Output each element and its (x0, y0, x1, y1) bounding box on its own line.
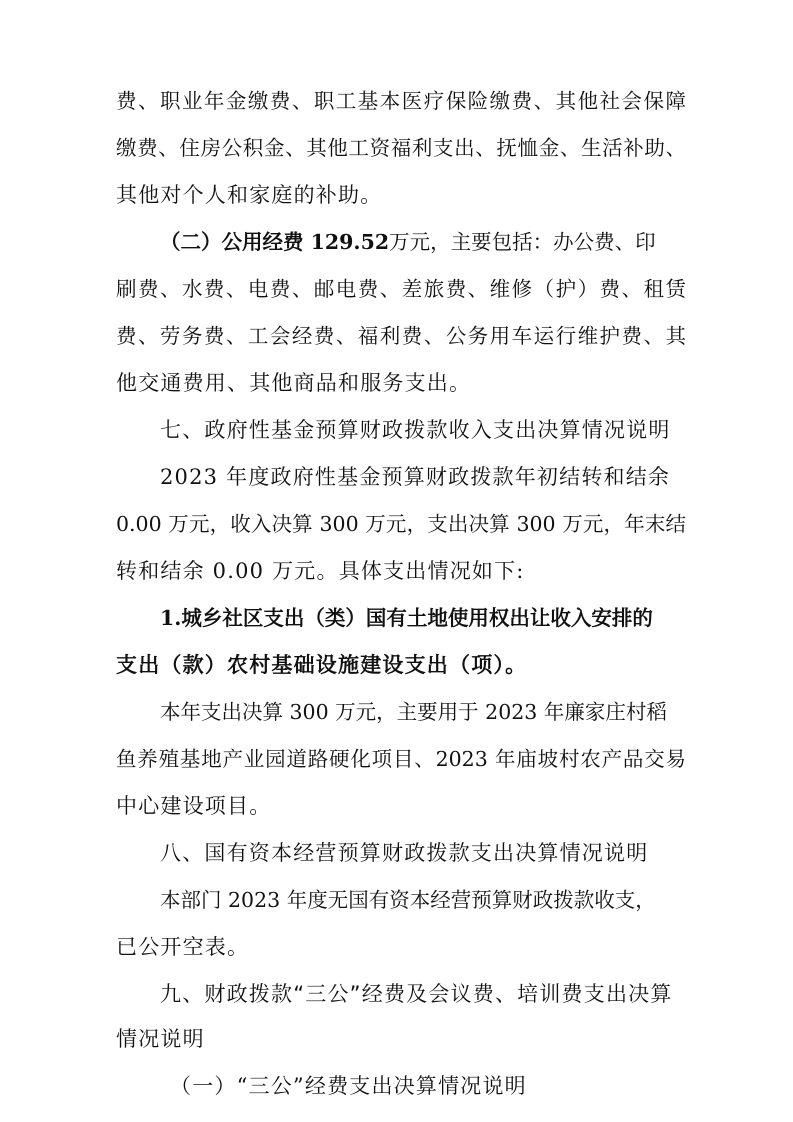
paragraph-line: 其他对个人和家庭的补助。 (116, 183, 383, 207)
paragraph-line: 本年支出决算 300 万元，主要用于 2023 年廉家庄村稻 (160, 700, 667, 724)
section-heading-9-cont: 情况说明 (116, 1027, 205, 1051)
paragraph-line: 2023 年度政府性基金预算财政拨款年初结转和结余 (160, 465, 671, 489)
item-heading-line: 支出（款）农村基础设施建设支出（项）。 (116, 652, 528, 677)
paragraph-line: 鱼养殖基地产业园道路硬化项目、2023 年庙坡村农产品交易 (116, 747, 686, 771)
section-heading-9: 九、财政拨款“三公”经费及会议费、培训费支出决算 (160, 982, 673, 1006)
paragraph-line: 本部门 2023 年度无国有资本经营预算财政拨款收支， (160, 888, 656, 912)
paragraph-line: 费、劳务费、工会经费、福利费、公务用车运行维护费、其 (116, 324, 686, 348)
paragraph-line (160, 227, 686, 257)
subsection-heading: （一）“三公”经费支出决算情况说明 (170, 1074, 527, 1098)
section-heading-8: 八、国有资本经营预算财政拨款支出决算情况说明 (160, 841, 649, 865)
paragraph-line: 转和结余 0.00 万元。具体支出情况如下: (116, 559, 525, 583)
item-heading-line: 1.城乡社区支出（类）国有土地使用权出让收入安排的 (160, 606, 653, 630)
paragraph-line: 缴费、住房公积金、其他工资福利支出、抚恤金、生活补助、 (116, 136, 686, 160)
paragraph-line: 已公开空表。 (116, 935, 250, 959)
paragraph-line: 他交通费用、其他商品和服务支出。 (116, 371, 472, 395)
section-heading-7: 七、政府性基金预算财政拨款收入支出决算情况说明 (160, 418, 671, 442)
paragraph-line: 中心建设项目。 (116, 794, 272, 818)
public-expense-label: （二）公用经费 129.52 (160, 230, 390, 254)
paragraph-line: 刷费、水费、电费、邮电费、差旅费、维修（护）费、租赁 (116, 277, 686, 301)
public-expense-text: 万元，主要包括：办公费、印 (389, 230, 656, 254)
paragraph-line: 费、职业年金缴费、职工基本医疗保险缴费、其他社会保障 (116, 89, 686, 113)
paragraph-line: 0.00 万元，收入决算 300 万元，支出决算 300 万元，年末结 (116, 512, 686, 536)
